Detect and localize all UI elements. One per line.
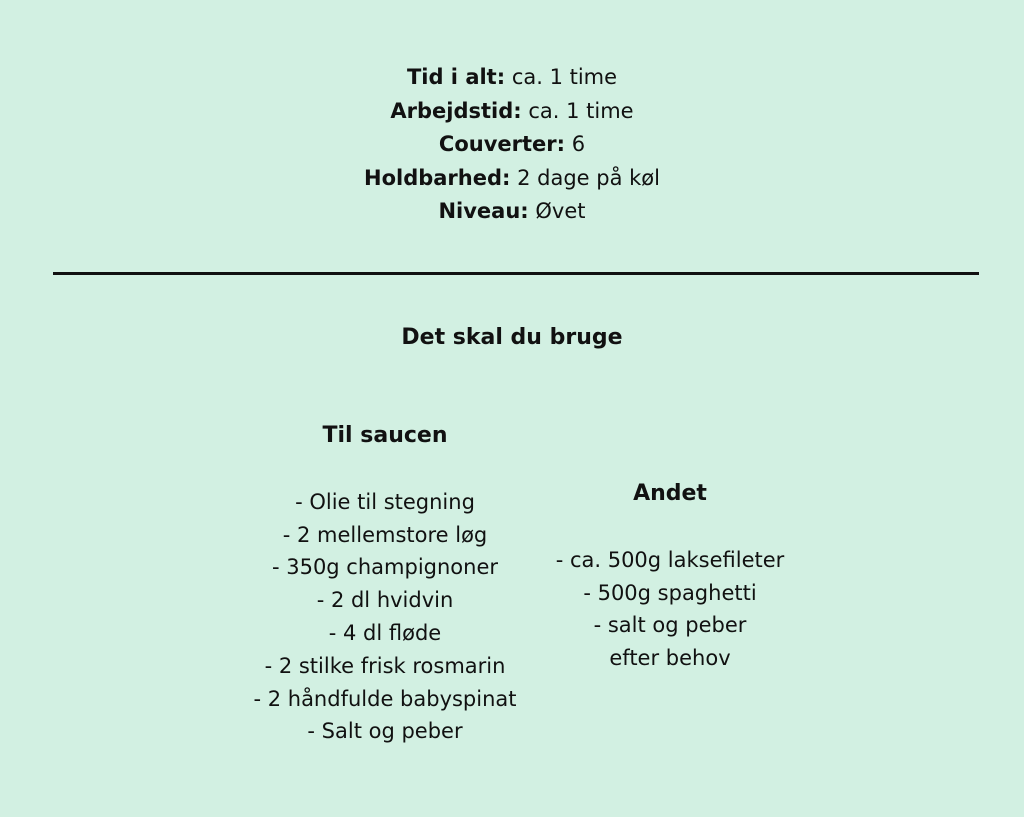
meta-label: Holdbarhed:: [364, 165, 511, 190]
ingredient-item: - 2 håndfulde babyspinat: [253, 686, 517, 711]
recipe-meta: [0, 61, 1024, 229]
ingredient-item: - 2 dl hvidvin: [316, 588, 454, 613]
meta-label: Couverter:: [438, 132, 566, 156]
meta-value: ca. 1 time: [528, 98, 634, 123]
meta-servings: [0, 128, 1024, 162]
meta-label: Niveau:: [438, 199, 529, 223]
ingredient-item: efter behov: [609, 646, 731, 671]
meta-total-time: [0, 61, 1024, 95]
ingredient-item: - 500g spaghetti: [583, 580, 757, 605]
meta-work-time: [0, 95, 1024, 129]
ingredient-item: - 2 stilke frisk rosmarin: [264, 653, 506, 678]
other-ingredients: [470, 478, 870, 675]
section-divider: [53, 272, 979, 275]
ingredient-item: - 2 mellemstore løg: [282, 522, 488, 547]
meta-label: Arbejdstid:: [390, 98, 522, 123]
sauce-heading: Til saucen: [322, 423, 448, 448]
other-list: [470, 544, 870, 675]
ingredient-item: - salt og peber: [593, 613, 747, 638]
ingredient-item: - Olie til stegning: [295, 489, 475, 514]
ingredient-item: - ca. 500g laksefileter: [555, 547, 785, 572]
ingredient-item: - 350g champignoner: [271, 555, 499, 580]
meta-level: [0, 195, 1024, 229]
meta-value: 2 dage på køl: [517, 165, 660, 190]
ingredients-title: Det skal du bruge: [401, 325, 623, 350]
ingredient-item: - 4 dl fløde: [328, 620, 442, 645]
meta-label: Tid i alt:: [406, 65, 506, 89]
other-heading: Andet: [633, 481, 707, 506]
meta-value: Øvet: [535, 199, 586, 223]
ingredient-item: - Salt og peber: [307, 719, 463, 744]
meta-value: ca. 1 time: [511, 65, 618, 89]
meta-value: 6: [571, 132, 586, 156]
meta-shelf-life: [0, 162, 1024, 196]
